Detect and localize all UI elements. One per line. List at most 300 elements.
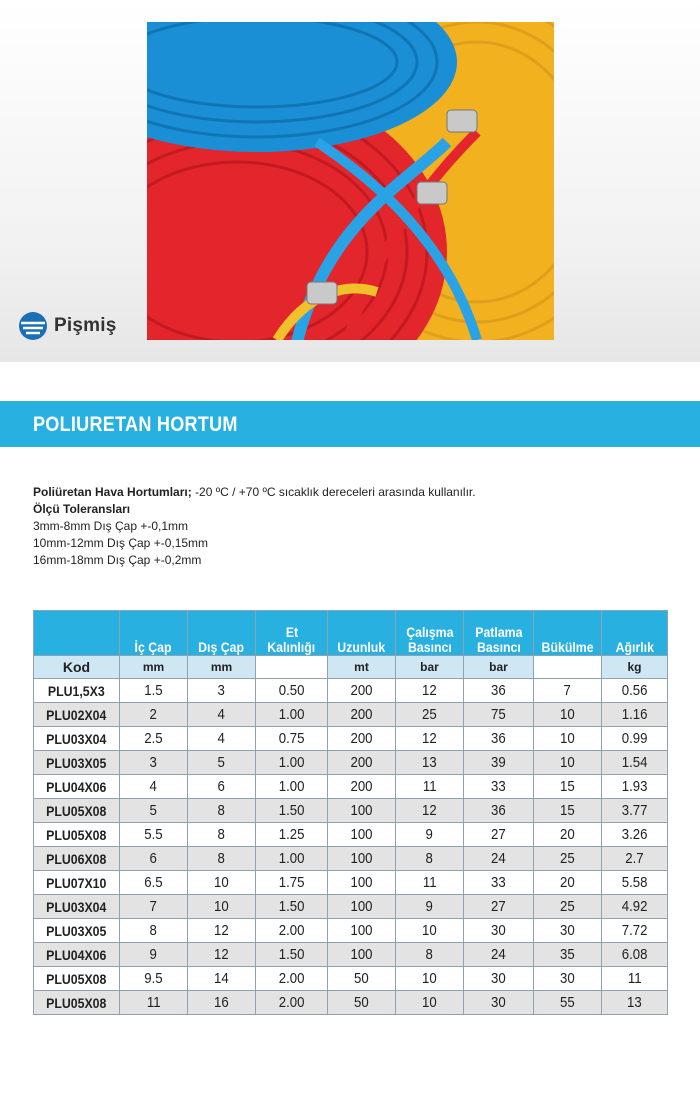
cell-value: 6 <box>217 778 226 795</box>
product-code: PLU07X10 <box>46 874 107 891</box>
cell-value: 30 <box>560 922 575 939</box>
cell-value: 55 <box>560 994 575 1011</box>
value-cell <box>256 991 328 1015</box>
value-cell <box>396 895 464 919</box>
unit-cell: mm <box>188 656 256 679</box>
value-cell <box>602 703 668 727</box>
cell-value: 7.72 <box>621 922 648 939</box>
value-cell <box>328 799 396 823</box>
value-cell <box>534 895 602 919</box>
value-cell <box>464 751 534 775</box>
cell-value: 1.50 <box>278 898 305 915</box>
value-cell <box>120 871 188 895</box>
header-cell <box>534 611 602 656</box>
unit-cell <box>534 656 602 679</box>
value-cell <box>464 679 534 703</box>
value-cell <box>256 847 328 871</box>
cell-value: 5 <box>149 802 158 819</box>
value-cell <box>602 991 668 1015</box>
value-cell <box>328 727 396 751</box>
cell-value: 25 <box>422 706 437 723</box>
value-cell <box>328 943 396 967</box>
value-cell <box>534 871 602 895</box>
value-cell <box>602 919 668 943</box>
cell-value: 10 <box>214 898 229 915</box>
header-label: İç Çap <box>135 639 172 655</box>
value-cell <box>328 703 396 727</box>
value-cell <box>534 751 602 775</box>
page-title: POLIURETAN HORTUM <box>33 413 238 436</box>
header-cell <box>602 611 668 656</box>
value-cell <box>464 991 534 1015</box>
value-cell <box>120 991 188 1015</box>
value-cell <box>120 823 188 847</box>
tolerance-item: 16mm-18mm Dış Çap +-0,2mm <box>33 553 202 567</box>
cell-value: 3.77 <box>621 802 648 819</box>
cell-value: 9.5 <box>144 970 163 987</box>
cell-value: 36 <box>491 802 506 819</box>
cell-value: 200 <box>350 778 373 795</box>
value-cell <box>534 799 602 823</box>
product-code-cell <box>34 823 120 847</box>
value-cell <box>464 775 534 799</box>
unit-cell: bar <box>396 656 464 679</box>
cell-value: 200 <box>350 754 373 771</box>
cell-value: 15 <box>560 778 575 795</box>
product-code: PLU06X08 <box>46 850 107 867</box>
cell-value: 12 <box>214 946 229 963</box>
cell-value: 7 <box>563 682 572 699</box>
value-cell <box>188 799 256 823</box>
value-cell <box>602 847 668 871</box>
value-cell <box>256 703 328 727</box>
value-cell <box>188 943 256 967</box>
table-header-row <box>34 611 668 656</box>
value-cell <box>464 967 534 991</box>
product-code-cell <box>34 703 120 727</box>
value-cell <box>602 727 668 751</box>
value-cell <box>328 679 396 703</box>
cell-value: 1.50 <box>278 946 305 963</box>
product-code-cell <box>34 895 120 919</box>
unit-cell: Kod <box>34 656 120 679</box>
cell-value: 6 <box>149 850 158 867</box>
cell-value: 10 <box>560 754 575 771</box>
value-cell <box>188 871 256 895</box>
value-cell <box>534 847 602 871</box>
cell-value: 100 <box>350 874 373 891</box>
cell-value: 30 <box>491 994 506 1011</box>
value-cell <box>534 703 602 727</box>
cell-value: 16 <box>214 994 229 1011</box>
cell-value: 30 <box>491 922 506 939</box>
value-cell <box>396 751 464 775</box>
value-cell <box>602 895 668 919</box>
cell-value: 13 <box>627 994 642 1011</box>
value-cell <box>602 751 668 775</box>
value-cell <box>256 919 328 943</box>
value-cell <box>534 679 602 703</box>
cell-value: 3.26 <box>621 826 648 843</box>
cell-value: 50 <box>354 970 369 987</box>
table-row <box>34 871 668 895</box>
cell-value: 4 <box>217 730 226 747</box>
product-code-cell <box>34 847 120 871</box>
cell-value: 35 <box>560 946 575 963</box>
value-cell <box>534 727 602 751</box>
value-cell <box>328 871 396 895</box>
cell-value: 33 <box>491 778 506 795</box>
header-label: Basıncı <box>407 639 452 655</box>
cell-value: 9 <box>425 898 434 915</box>
cell-value: 10 <box>422 922 437 939</box>
cell-value: 11 <box>146 994 161 1011</box>
value-cell <box>396 703 464 727</box>
cell-value: 1.00 <box>278 754 305 771</box>
cell-value: 9 <box>425 826 434 843</box>
cell-value: 9 <box>149 946 158 963</box>
product-code-cell <box>34 799 120 823</box>
value-cell <box>396 679 464 703</box>
value-cell <box>602 823 668 847</box>
value-cell <box>602 679 668 703</box>
cell-value: 1.16 <box>621 706 648 723</box>
cell-value: 1.54 <box>621 754 648 771</box>
product-code-cell <box>34 751 120 775</box>
product-description <box>33 484 673 569</box>
value-cell <box>396 823 464 847</box>
cell-value: 39 <box>491 754 506 771</box>
value-cell <box>602 799 668 823</box>
header-cell <box>396 611 464 656</box>
cell-value: 12 <box>214 922 229 939</box>
cell-value: 11 <box>422 874 437 891</box>
product-code-cell <box>34 871 120 895</box>
cell-value: 27 <box>491 826 506 843</box>
value-cell <box>464 847 534 871</box>
product-code: PLU04X06 <box>46 946 107 963</box>
table-row <box>34 703 668 727</box>
cell-value: 30 <box>491 970 506 987</box>
cell-value: 8 <box>217 826 226 843</box>
table-row <box>34 943 668 967</box>
cell-value: 8 <box>217 850 226 867</box>
value-cell <box>534 991 602 1015</box>
cell-value: 12 <box>422 802 437 819</box>
value-cell <box>188 703 256 727</box>
tolerance-item: 10mm-12mm Dış Çap +-0,15mm <box>33 536 209 550</box>
value-cell <box>120 727 188 751</box>
unit-cell: mt <box>328 656 396 679</box>
value-cell <box>120 919 188 943</box>
cell-value: 2.5 <box>144 730 163 747</box>
cell-value: 100 <box>350 946 373 963</box>
cell-value: 30 <box>560 970 575 987</box>
value-cell <box>120 943 188 967</box>
unit-cell: kg <box>602 656 668 679</box>
value-cell <box>396 775 464 799</box>
cell-value: 10 <box>214 874 229 891</box>
header-label: Dış Çap <box>198 639 245 655</box>
table-body <box>34 679 668 1015</box>
value-cell <box>396 943 464 967</box>
product-code-cell <box>34 967 120 991</box>
table-row <box>34 727 668 751</box>
value-cell <box>188 775 256 799</box>
header-label: Patlama <box>474 624 523 640</box>
value-cell <box>120 847 188 871</box>
product-code: PLU03X04 <box>46 730 107 747</box>
title-banner <box>0 401 700 447</box>
cell-value: 24 <box>491 946 506 963</box>
header-label: Kalınlığı <box>267 639 316 655</box>
value-cell <box>328 895 396 919</box>
unit-cell <box>256 656 328 679</box>
cell-value: 10 <box>422 970 437 987</box>
value-cell <box>328 751 396 775</box>
value-cell <box>188 679 256 703</box>
cell-value: 27 <box>491 898 506 915</box>
cell-value: 8 <box>149 922 158 939</box>
cell-value: 1.00 <box>278 850 305 867</box>
cell-value: 1.00 <box>278 706 305 723</box>
cell-value: 11 <box>422 778 437 795</box>
table-row <box>34 967 668 991</box>
value-cell <box>256 679 328 703</box>
product-code-cell <box>34 991 120 1015</box>
value-cell <box>534 919 602 943</box>
product-code-cell <box>34 727 120 751</box>
cell-value: 8 <box>425 946 434 963</box>
product-photo <box>147 22 554 340</box>
product-code: PLU02X04 <box>46 706 107 723</box>
header-label: Basıncı <box>476 639 521 655</box>
value-cell <box>464 895 534 919</box>
value-cell <box>534 967 602 991</box>
cell-value: 12 <box>422 730 437 747</box>
product-code: PLU04X06 <box>46 778 107 795</box>
value-cell <box>120 751 188 775</box>
value-cell <box>396 871 464 895</box>
usage-line <box>33 484 673 501</box>
cell-value: 20 <box>560 874 575 891</box>
table-row <box>34 679 668 703</box>
product-code: PLU05X08 <box>46 826 107 843</box>
cell-value: 8 <box>217 802 226 819</box>
brand-emblem-icon <box>18 311 48 341</box>
table-units-row <box>34 656 668 679</box>
header-label: Uzunluk <box>337 639 386 655</box>
cell-value: 100 <box>350 850 373 867</box>
header-cell <box>34 611 120 656</box>
product-code: PLU1,5X3 <box>48 682 105 699</box>
cell-value: 200 <box>350 706 373 723</box>
value-cell <box>396 967 464 991</box>
cell-value: 75 <box>491 706 506 723</box>
cell-value: 2.00 <box>278 994 305 1011</box>
value-cell <box>188 751 256 775</box>
value-cell <box>396 799 464 823</box>
table-row <box>34 751 668 775</box>
header-label: Et <box>285 624 298 640</box>
value-cell <box>188 967 256 991</box>
value-cell <box>328 991 396 1015</box>
value-cell <box>256 799 328 823</box>
cell-value: 200 <box>350 730 373 747</box>
value-cell <box>120 679 188 703</box>
product-code: PLU05X08 <box>46 802 107 819</box>
header-label: Çalışma <box>405 624 454 640</box>
cell-value: 2.00 <box>278 922 305 939</box>
cell-value: 33 <box>491 874 506 891</box>
cell-value: 7 <box>149 898 158 915</box>
cell-value: 5.5 <box>144 826 163 843</box>
cell-value: 12 <box>422 682 437 699</box>
unit-cell: mm <box>120 656 188 679</box>
cell-value: 100 <box>350 826 373 843</box>
header-cell <box>256 611 328 656</box>
table-row <box>34 775 668 799</box>
cell-value: 11 <box>627 970 642 987</box>
product-code-cell <box>34 919 120 943</box>
header-cell <box>120 611 188 656</box>
cell-value: 25 <box>560 898 575 915</box>
table-row <box>34 847 668 871</box>
value-cell <box>256 751 328 775</box>
cell-value: 2.7 <box>625 850 644 867</box>
hero-section <box>0 0 700 362</box>
value-cell <box>188 895 256 919</box>
cell-value: 14 <box>214 970 229 987</box>
product-code: PLU03X05 <box>46 754 107 771</box>
cell-value: 0.50 <box>278 682 305 699</box>
value-cell <box>464 871 534 895</box>
cell-value: 1.75 <box>278 874 305 891</box>
header-label: Ağırlık <box>615 639 654 655</box>
value-cell <box>188 919 256 943</box>
value-cell <box>396 919 464 943</box>
brand-name: Pişmiş <box>54 315 117 336</box>
product-code-cell <box>34 943 120 967</box>
cell-value: 0.75 <box>278 730 305 747</box>
value-cell <box>328 967 396 991</box>
value-cell <box>534 775 602 799</box>
value-cell <box>256 943 328 967</box>
value-cell <box>464 823 534 847</box>
cell-value: 24 <box>491 850 506 867</box>
header-label: Bükülme <box>541 639 594 655</box>
cell-value: 13 <box>422 754 437 771</box>
value-cell <box>396 991 464 1015</box>
cell-value: 100 <box>350 802 373 819</box>
cell-value: 10 <box>560 730 575 747</box>
value-cell <box>328 919 396 943</box>
value-cell <box>464 799 534 823</box>
value-cell <box>602 871 668 895</box>
value-cell <box>534 823 602 847</box>
unit-cell: bar <box>464 656 534 679</box>
cell-value: 6.5 <box>144 874 163 891</box>
value-cell <box>120 775 188 799</box>
cell-value: 10 <box>422 994 437 1011</box>
cell-value: 2.00 <box>278 970 305 987</box>
value-cell <box>188 727 256 751</box>
value-cell <box>188 823 256 847</box>
cell-value: 4 <box>149 778 158 795</box>
value-cell <box>602 943 668 967</box>
value-cell <box>328 775 396 799</box>
cell-value: 2 <box>149 706 158 723</box>
value-cell <box>328 823 396 847</box>
cell-value: 50 <box>354 994 369 1011</box>
cell-value: 1.5 <box>144 682 163 699</box>
value-cell <box>120 703 188 727</box>
cell-value: 5.58 <box>621 874 648 891</box>
value-cell <box>256 871 328 895</box>
table-row <box>34 895 668 919</box>
cell-value: 1.50 <box>278 802 305 819</box>
value-cell <box>188 991 256 1015</box>
value-cell <box>188 847 256 871</box>
usage-lead: Poliüretan Hava Hortumları; <box>33 485 192 499</box>
product-code: PLU05X08 <box>46 994 107 1011</box>
hose-coils-image <box>147 22 554 340</box>
table-row <box>34 991 668 1015</box>
product-code: PLU03X05 <box>46 922 107 939</box>
cell-value: 1.25 <box>278 826 305 843</box>
product-code-cell <box>34 679 120 703</box>
cell-value: 20 <box>560 826 575 843</box>
value-cell <box>464 727 534 751</box>
header-cell <box>328 611 396 656</box>
value-cell <box>534 943 602 967</box>
brand-logo <box>18 309 116 343</box>
cell-value: 4.92 <box>621 898 648 915</box>
value-cell <box>120 967 188 991</box>
cell-value: 36 <box>491 730 506 747</box>
value-cell <box>120 895 188 919</box>
cell-value: 3 <box>149 754 158 771</box>
spec-table <box>33 610 668 1015</box>
value-cell <box>464 919 534 943</box>
value-cell <box>396 847 464 871</box>
table-row <box>34 823 668 847</box>
cell-value: 15 <box>560 802 575 819</box>
tolerance-item: 3mm-8mm Dış Çap +-0,1mm <box>33 519 189 533</box>
value-cell <box>396 727 464 751</box>
cell-value: 100 <box>350 922 373 939</box>
cell-value: 4 <box>217 706 226 723</box>
cell-value: 10 <box>560 706 575 723</box>
value-cell <box>328 847 396 871</box>
cell-value: 0.56 <box>621 682 648 699</box>
value-cell <box>464 703 534 727</box>
table-row <box>34 799 668 823</box>
value-cell <box>256 967 328 991</box>
cell-value: 1.93 <box>621 778 648 795</box>
cell-value: 5 <box>217 754 226 771</box>
cell-value: 0.99 <box>621 730 648 747</box>
header-cell <box>464 611 534 656</box>
value-cell <box>602 775 668 799</box>
tolerance-title: Ölçü Toleransları <box>33 502 131 516</box>
value-cell <box>464 943 534 967</box>
cell-value: 1.00 <box>278 778 305 795</box>
table-row <box>34 919 668 943</box>
product-code: PLU05X08 <box>46 970 107 987</box>
value-cell <box>256 895 328 919</box>
product-code-cell <box>34 775 120 799</box>
